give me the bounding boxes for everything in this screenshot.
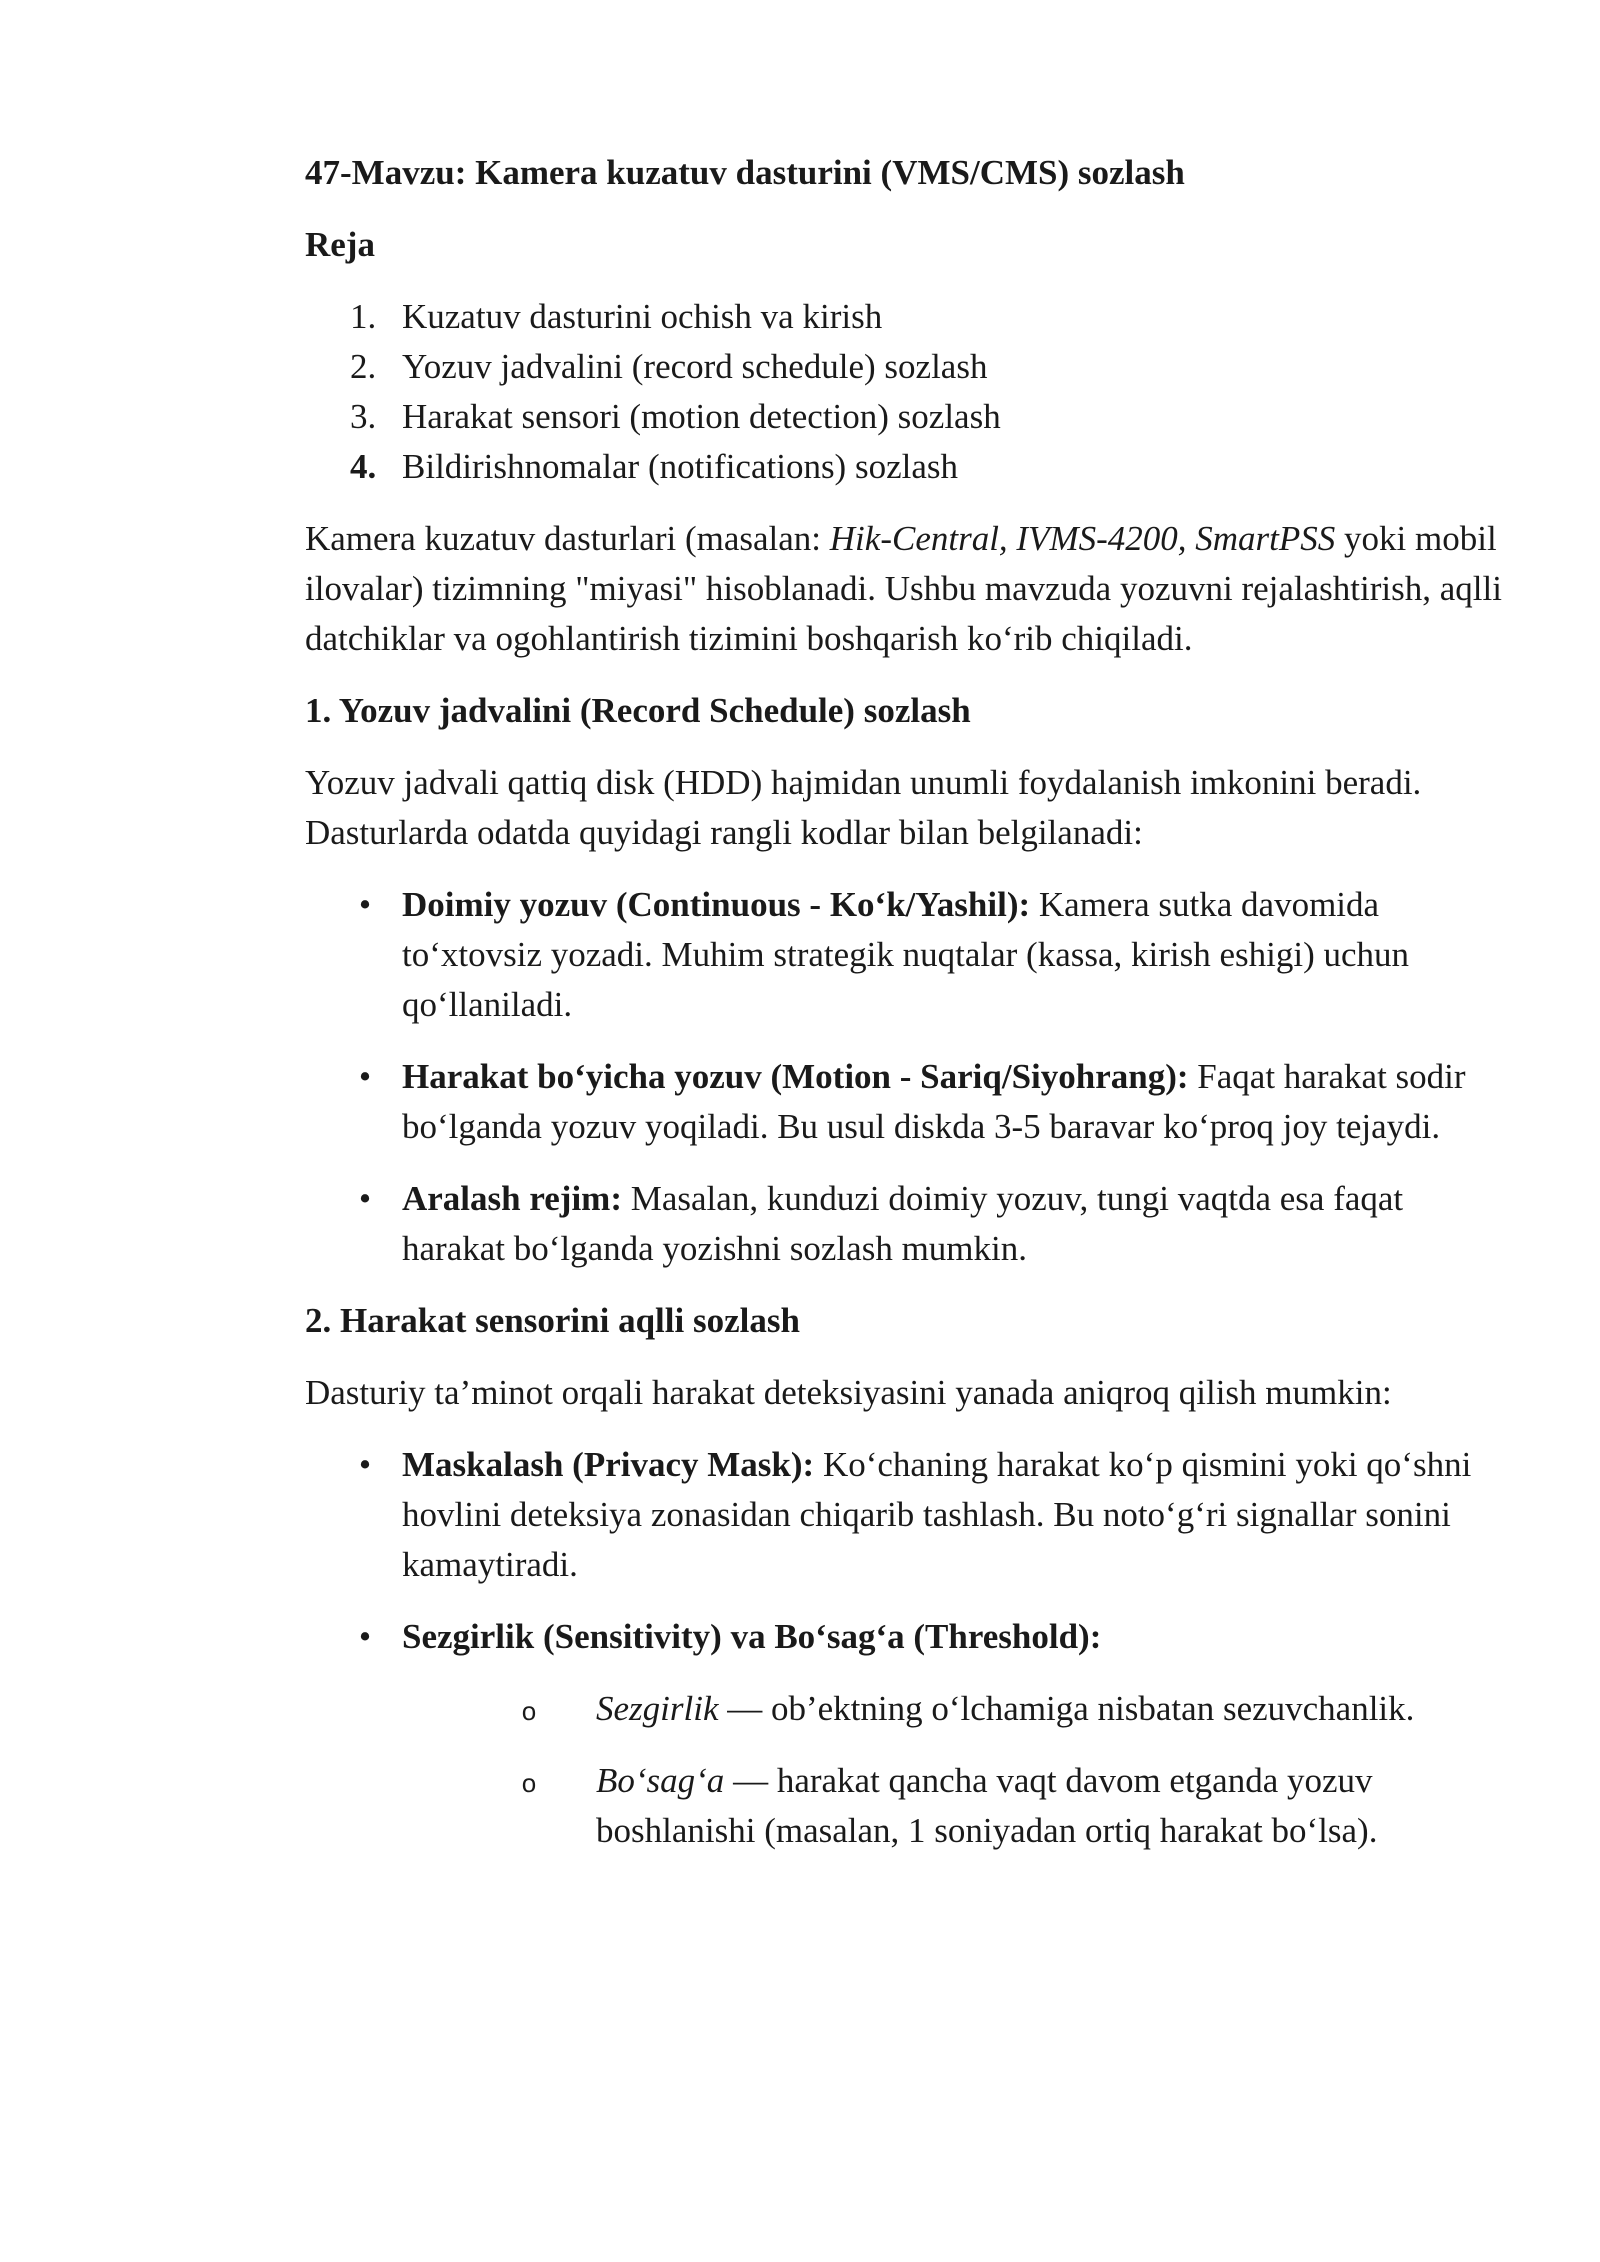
bullet-text: Kamera sutka davomida to‘xtovsiz yozadi. Muhim strategik nuqtalar (kassa, kirish eshigi) uchun qo‘llaniladi. — [402, 885, 1410, 1024]
plan-item-text: Yozuv jadvalini (record schedule) sozlash — [402, 347, 988, 386]
section1-paragraph: Yozuv jadvali qattiq disk (HDD) hajmidan unumli foydalanish imkonini beradi. Dasturlarda odatda quyidagi rangli kodlar bilan belgilanadi: — [305, 763, 1422, 852]
plan-list — [305, 292, 1505, 492]
intro-before: Kamera kuzatuv dasturlari (masalan: — [305, 519, 830, 558]
list-item — [305, 880, 1505, 1030]
bullet-term: Harakat bo‘yicha yozuv (Motion - Sariq/Siyohrang): — [402, 1057, 1189, 1096]
plan-item-number: 2. — [350, 347, 377, 386]
sub-term: Sezgirlik — [596, 1689, 719, 1728]
list-item — [305, 1052, 1505, 1152]
plan-item — [350, 342, 1505, 392]
plan-heading: Reja — [305, 225, 375, 264]
bullet-text: Masalan, kunduzi doimiy yozuv, tungi vaqtda esa faqat harakat bo‘lganda yozishni sozlash mumkin. — [402, 1179, 1404, 1268]
list-item — [305, 1174, 1505, 1274]
sub-text: — ob’ektning o‘lchamiga nisbatan sezuvchanlik. — [718, 1689, 1415, 1728]
bullet-term: Doimiy yozuv (Continuous - Ko‘k/Yashil): — [402, 885, 1031, 924]
bullet-icon: • — [358, 1179, 372, 1218]
section2-paragraph: Dasturiy ta’minot orqali harakat deteksiyasini yanada aniqroq qilish mumkin: — [305, 1373, 1392, 1412]
sub-bullet-icon: o — [521, 1768, 537, 1798]
plan-item-text: Kuzatuv dasturini ochish va kirish — [402, 297, 883, 336]
bullet-icon: • — [358, 1445, 372, 1484]
sub-bullet-icon: o — [521, 1696, 537, 1726]
intro-examples: Hik-Central, IVMS-4200, SmartPSS — [829, 519, 1336, 558]
intro-after: yoki mobil ilovalar) tizimning "miyasi" hisoblanadi. Ushbu mavzuda yozuvni rejalashtirish, aqlli datchiklar va ogohlantirish tizimini boshqarish ko‘rib chiqiladi. — [305, 519, 1502, 658]
list-item — [305, 1440, 1505, 1590]
bullet-term: Sezgirlik (Sensitivity) va Bo‘sag‘a (Threshold): — [402, 1617, 1102, 1656]
sub-list-item — [499, 1684, 1505, 1734]
plan-item-number: 4. — [350, 447, 377, 486]
plan-item — [350, 392, 1505, 442]
bullet-icon: • — [358, 1617, 372, 1656]
plan-item — [350, 292, 1505, 342]
intro-paragraph — [305, 514, 1505, 664]
sub-list-item — [499, 1756, 1505, 1856]
bullet-icon: • — [358, 885, 372, 924]
bullet-text: Faqat harakat sodir bo‘lganda yozuv yoqiladi. Bu usul diskda 3-5 baravar ko‘proq joy tejaydi. — [402, 1057, 1466, 1146]
plan-item — [350, 442, 1505, 492]
bullet-icon: • — [358, 1057, 372, 1096]
list-item — [305, 1612, 1505, 1856]
section1-heading: 1. Yozuv jadvalini (Record Schedule) sozlash — [305, 691, 971, 730]
document-title: 47-Mavzu: Kamera kuzatuv dasturini (VMS/CMS) sozlash — [305, 153, 1185, 192]
section1-bullets — [305, 880, 1505, 1274]
plan-item-text: Harakat sensori (motion detection) sozlash — [402, 397, 1001, 436]
plan-item-number: 1. — [350, 297, 377, 336]
section2-bullets — [305, 1440, 1505, 1856]
plan-item-text: Bildirishnomalar (notifications) sozlash — [402, 447, 959, 486]
sub-term: Bo‘sag‘a — [596, 1761, 725, 1800]
bullet-text: Ko‘chaning harakat ko‘p qismini yoki qo‘shni hovlini deteksiya zonasidan chiqarib tashlash. Bu noto‘g‘ri signallar sonini kamaytiradi. — [402, 1445, 1472, 1584]
plan-item-number: 3. — [350, 397, 377, 436]
section2-heading: 2. Harakat sensorini aqlli sozlash — [305, 1301, 800, 1340]
bullet-term: Maskalash (Privacy Mask): — [402, 1445, 815, 1484]
sub-text: — harakat qancha vaqt davom etganda yozuv boshlanishi (masalan, 1 soniyadan ortiq harakat bo‘lsa). — [596, 1761, 1378, 1850]
bullet-term: Aralash rejim: — [402, 1179, 622, 1218]
document-page — [305, 148, 1505, 1856]
sub-list — [402, 1684, 1505, 1856]
